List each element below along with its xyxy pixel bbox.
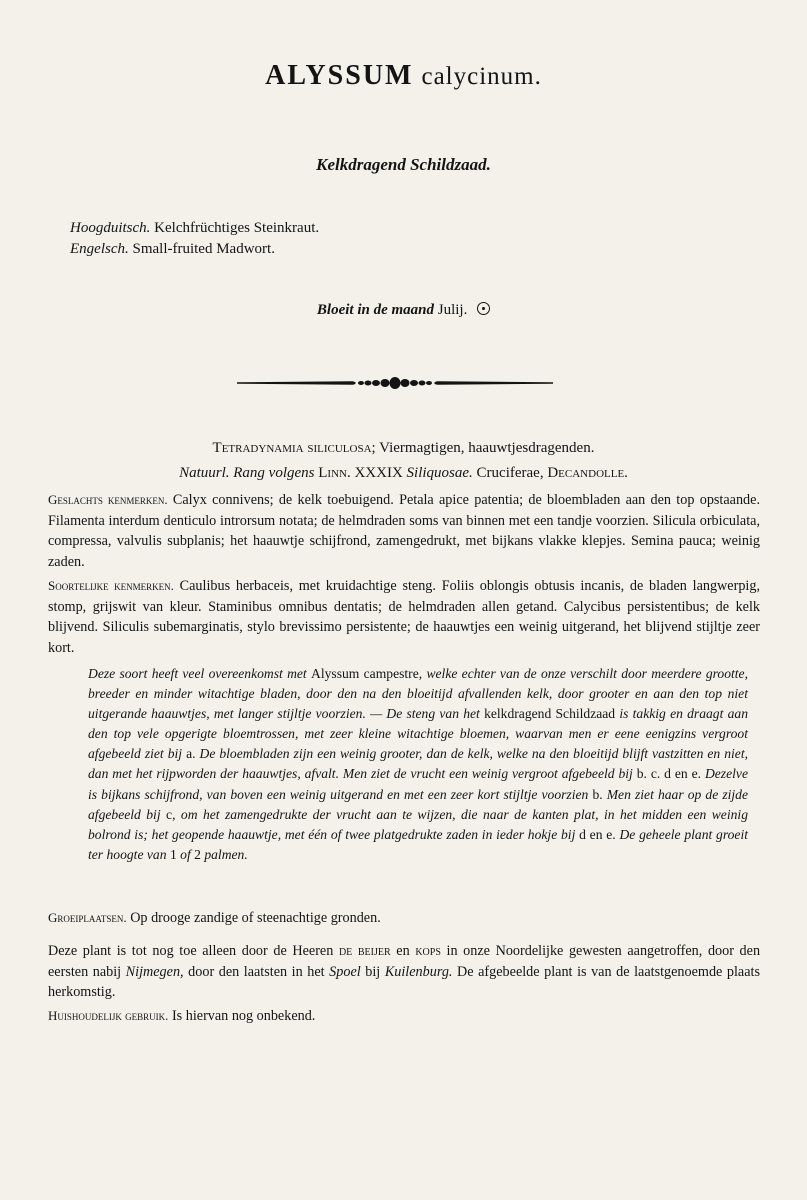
order-lead: Natuurl. Rang volgens [179, 465, 315, 481]
habitat [48, 908, 760, 929]
order-rest: Cruciferae, [476, 465, 544, 481]
species-characters-text: Caulibus herbaceis, met kruidachtige steng. Foliis oblongis obtusis incanis, de bladen langwerpig, stomp, grijswit van kleur. Staminibus omnibus dentatis; de helmdraden allen getand. Calycibus persistentibus; de kelk blijvend. Siliculis subemarginatis, stylo brevissimo persistente; de haauwtjes een weinig uitgerand, het blijvend stijltje zeer kort. [48, 578, 760, 656]
page-title [0, 60, 807, 92]
note-text: palmen. [204, 846, 248, 862]
distribution [48, 941, 760, 1003]
figure-ref: d en e. [579, 826, 616, 842]
domestic-use-lead: Huishoudelijk gebruik. [48, 1008, 169, 1023]
annual-sun-symbol-icon [477, 302, 490, 315]
distribution-text: De afgebeelde plant is van de laatstgenoemde plaats herkomstig. [48, 963, 760, 1000]
linnaean-class [0, 440, 807, 457]
language-label: Engelsch. [70, 241, 129, 257]
note-text: of [180, 846, 191, 862]
species-name: calycinum. [421, 63, 542, 90]
genus-characters-text: Calyx connivens; de kelk toebuigend. Petala apice patentia; de bloembladen aan den top opstaande. Filamenta interdum denticulo introrsum notata; de helmdraden soms van binnen met een tandje voorzien. Silicula orbiculata, compressa, valvulis subplanis; het haauwtje schijfrond, zamengedrukt, met bijkans vlakke klepjes. Semina pauca; weinig zaden. [48, 492, 760, 570]
bloom-period [0, 302, 807, 319]
place-name: Spoel [329, 963, 361, 980]
class-lead: Tetradynamia siliculosa; [212, 440, 376, 456]
order-number: XXXIX [354, 465, 403, 481]
figure-ref: b. c. d en e. [636, 766, 702, 782]
habitat-lead: Groeiplaatsen. [48, 910, 127, 925]
figure-ref: a. [186, 746, 196, 762]
domestic-use-text: Is hiervan nog onbekend. [171, 1008, 316, 1024]
bloom-month: Julij. [437, 302, 468, 318]
decorative-rule-icon [235, 372, 555, 394]
dutch-name: Kelkdragend Schildzaad. [316, 155, 491, 174]
domestic-use [48, 1006, 760, 1027]
name-value: Kelchfrüchtiges Steinkraut. [154, 220, 320, 236]
figure-ref: c, [166, 806, 176, 822]
note-text: De bloembladen zijn een weinig grooter, dan de kelk, welke na den bloeitijd blijft vastzitten en niet, dan met het rijpworden der haauwtjes, afvalt. Men ziet de vrucht een weinig vergroot afgebeeld bij [88, 746, 748, 782]
common-name-german [70, 218, 319, 239]
distribution-text: bij [365, 963, 381, 980]
collector-name: kops [415, 943, 441, 959]
place-name: Nijmegen, [125, 963, 184, 980]
note-text: om het zamengedrukte der vrucht aan te wijzen, die naar de kanten plat, in het midden een weinig bolrond is; het geopende haauwtje, met één of twee platgedrukte zaden in ieder hokje bij [88, 806, 748, 842]
order-linn: Linn. [318, 465, 351, 481]
genus-characters [48, 490, 760, 572]
name-value: Small-fruited Madwort. [132, 241, 275, 257]
distribution-text: en [396, 943, 410, 959]
distribution-text: in onze Noordelijke gewesten aangetroffen, door den eersten nabij [48, 943, 761, 980]
bloom-text: Bloeit in de maand [316, 302, 434, 318]
genus-characters-lead: Geslachts kenmerken. [48, 492, 168, 507]
language-label: Hoogduitsch. [70, 220, 151, 236]
class-rest: Viermagtigen, haauwtjesdragenden. [379, 440, 595, 456]
common-names [70, 218, 319, 260]
note-text: Dezelve is bijkans schijfrond, van boven een weinig uitgerand en met een zeer kort stijltje voorzien [88, 766, 748, 802]
note-text: Deze soort heeft veel overeenkomst met [88, 666, 307, 681]
order-group: Siliquosae. [406, 465, 473, 481]
species-characters [48, 576, 760, 658]
habitat-text: Op drooge zandige of steenachtige gronden. [130, 910, 381, 926]
note-species-ref: Alyssum campestre, [311, 666, 423, 681]
note-text: De geheele plant groeit ter hoogte van [88, 826, 749, 862]
note-text: Men ziet haar op de zijde afgebeeld bij [88, 786, 748, 822]
height-value: 2 [194, 846, 201, 862]
natural-order [0, 465, 807, 482]
height-value: 1 [169, 846, 177, 862]
distribution-text: door den laatsten in het [188, 963, 325, 980]
place-name: Kuilenburg. [384, 963, 453, 980]
note-plant-name: kelkdragend Schildzaad [484, 706, 616, 722]
species-characters-lead: Soortelijke kenmerken. [48, 578, 174, 593]
description-note [88, 664, 748, 865]
distribution-text: Deze plant is tot nog toe alleen door de Heeren [48, 943, 334, 959]
order-authority: Decandolle. [547, 465, 628, 481]
figure-ref: b. [592, 786, 603, 802]
collector-name: de beijer [338, 943, 391, 959]
common-name-english [70, 239, 319, 260]
note-text: welke echter van de onze verschilt door meerdere grootte, breeder en minder witachtige bladen, door den na den bloeitijd afvallenden kelk, door grooter en aan den top niet uitgerande haauwtjes, met langer stijltje voorzien. — De steng van het [88, 666, 748, 722]
note-text: is takkig en draagt aan den top vele opgerigte bloemtrossen, met zeer kleine witachtige bloemen, waarvan men er eene eenigzins vergroot afgebeeld ziet bij [88, 706, 748, 762]
genus-name: ALYSSUM [265, 60, 414, 91]
